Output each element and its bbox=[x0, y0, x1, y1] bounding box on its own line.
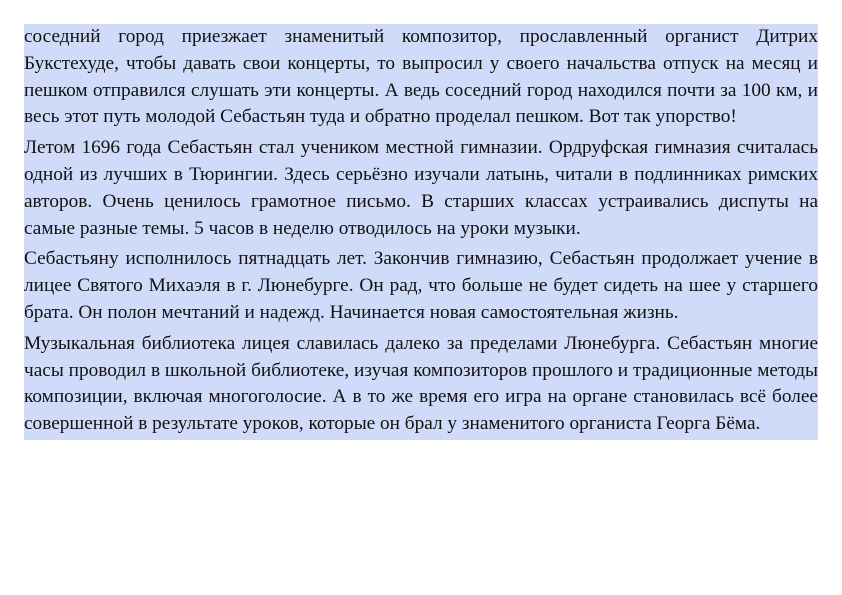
paragraph-4: Музыкальная библиотека лицея славилась далеко за пределами Люнебурга. Себастьян многие часы проводил в школьной библиотеке, изучая композиторов прошлого и традиционные методы композиции, включая многоголосие. А в то же время его игра на органе становилась всё более совершенной в результате уроков, которые он брал у знаменитого органиста Георга Бёма. bbox=[24, 332, 818, 435]
paragraph-3: Себастьяну исполнилось пятнадцать лет. Закончив гимназию, Себастьян продолжает учение в лицее Святого Михаэля в г. Люнебурге. Он рад, что больше не будет сидеть на шее у старшего брата. Он полон мечтаний и надежд. Начинается новая самостоятельная жизнь. bbox=[24, 248, 818, 323]
paragraph-2: Летом 1696 года Себастьян стал учеником местной гимназии. Ордруфская гимназия считалась одной из лучших в Тюрингии. Здесь серьёзно изучали латынь, читали в подлинниках римских авторов. Очень ценилось грамотное письмо. В старших классах устраивались диспуты на самые разные темы. 5 часов в неделю отводилось на уроки музыки. bbox=[24, 137, 818, 239]
highlighted-text-block bbox=[24, 24, 818, 440]
paragraph-1: соседний город приезжает знаменитый композитор, прославленный органист Дитрих Букстехуде, чтобы давать свои концерты, то выпросил у своего начальства отпуск на месяц и пешком отправился слушать эти концерты. А ведь соседний город находился почти за 100 км, и весь этот путь молодой Себастьян туда и обратно проделал пешком. Вот так упорство! bbox=[24, 26, 818, 128]
